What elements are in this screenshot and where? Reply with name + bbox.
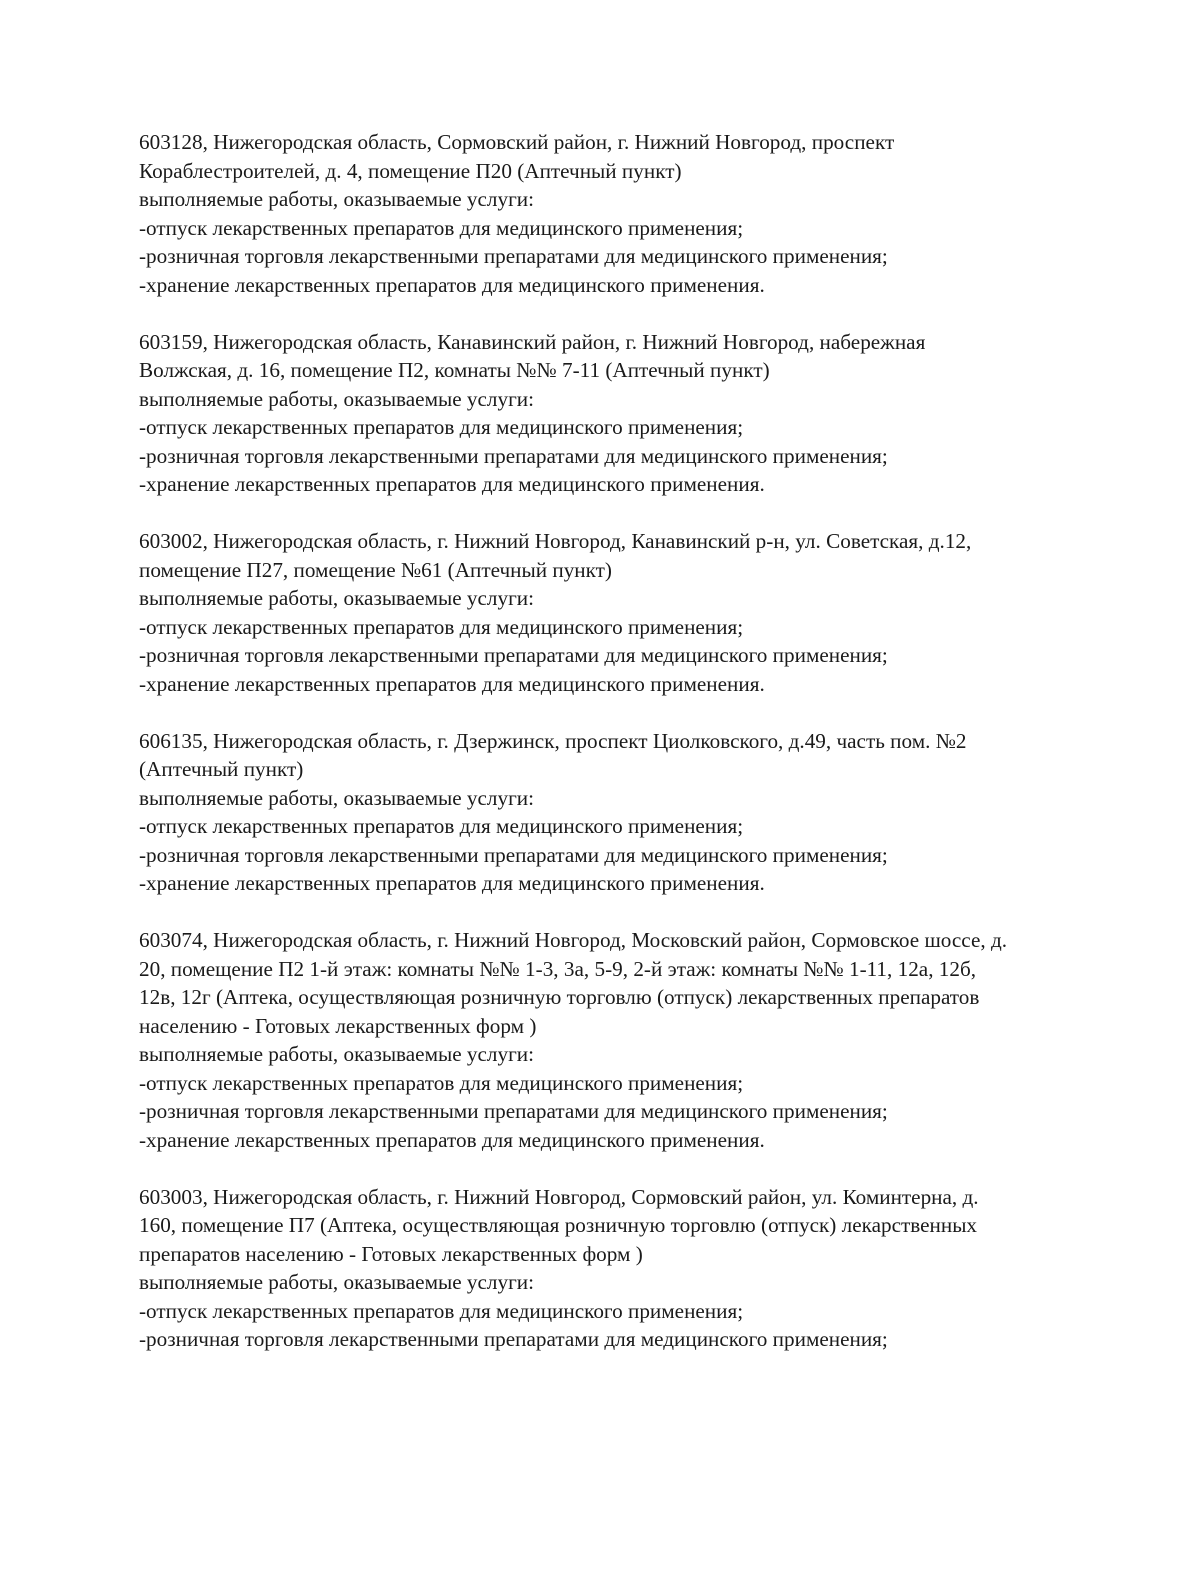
address-line: 603159, Нижегородская область, Канавинский район, г. Нижний Новгород, набережная bbox=[139, 329, 926, 354]
service-item: -розничная торговля лекарственными препаратами для медицинского применения; bbox=[139, 1099, 888, 1123]
service-item: -розничная торговля лекарственными препаратами для медицинского применения; bbox=[139, 1327, 888, 1351]
address-line: 20, помещение П2 1-й этаж: комнаты №№ 1-3, 3а, 5-9, 2-й этаж: комнаты №№ 1-11, 12а, 12б, bbox=[139, 956, 977, 981]
service-item: -отпуск лекарственных препаратов для медицинского применения; bbox=[139, 1298, 744, 1323]
service-item: -отпуск лекарственных препаратов для медицинского применения; bbox=[139, 1070, 744, 1095]
service-item: -хранение лекарственных препаратов для медицинского применения. bbox=[139, 671, 765, 696]
services-heading: выполняемые работы, оказываемые услуги: bbox=[139, 785, 535, 810]
services-heading: выполняемые работы, оказываемые услуги: bbox=[139, 386, 535, 411]
service-item: -розничная торговля лекарственными препаратами для медицинского применения; bbox=[139, 842, 888, 867]
address-entry bbox=[139, 527, 1129, 698]
address-line: 603128, Нижегородская область, Сормовский район, г. Нижний Новгород, проспект bbox=[139, 130, 895, 154]
service-item: -отпуск лекарственных препаратов для медицинского применения; bbox=[139, 614, 744, 639]
service-item: -отпуск лекарственных препаратов для медицинского применения; bbox=[139, 415, 744, 439]
address-line: 160, помещение П7 (Аптека, осуществляющая розничную торговлю (отпуск) лекарственных bbox=[139, 1213, 978, 1237]
address-line: 606135, Нижегородская область, г. Дзержинск, проспект Циолковского, д.49, часть пом. №2 bbox=[139, 728, 967, 753]
service-item: -розничная торговля лекарственными препаратами для медицинского применения; bbox=[139, 443, 888, 468]
service-item: -розничная торговля лекарственными препаратами для медицинского применения; bbox=[139, 643, 888, 667]
services-heading: выполняемые работы, оказываемые услуги: bbox=[139, 1270, 535, 1294]
address-line: 12в, 12г (Аптека, осуществляющая розничную торговлю (отпуск) лекарственных препаратов bbox=[139, 985, 980, 1009]
service-item: -хранение лекарственных препаратов для медицинского применения. bbox=[139, 472, 765, 496]
address-line: населению - Готовых лекарственных форм ) bbox=[139, 1013, 537, 1038]
address-line: 603002, Нижегородская область, г. Нижний Новгород, Канавинский р-н, ул. Советская, д.12, bbox=[139, 529, 972, 553]
address-line: препаратов населению - Готовых лекарственных форм ) bbox=[139, 1241, 643, 1266]
service-item: -отпуск лекарственных препаратов для медицинского применения; bbox=[139, 814, 744, 838]
address-line: помещение П27, помещение №61 (Аптечный пункт) bbox=[139, 557, 612, 582]
services-heading: выполняемые работы, оказываемые услуги: bbox=[139, 1042, 535, 1066]
address-entry bbox=[139, 926, 1129, 1154]
services-heading: выполняемые работы, оказываемые услуги: bbox=[139, 187, 535, 211]
service-item: -отпуск лекарственных препаратов для медицинского применения; bbox=[139, 215, 744, 240]
address-entry bbox=[139, 328, 1129, 499]
address-entry bbox=[139, 128, 1129, 299]
address-entry bbox=[139, 727, 1129, 898]
service-item: -хранение лекарственных препаратов для медицинского применения. bbox=[139, 1127, 765, 1152]
address-entry bbox=[139, 1183, 1129, 1354]
service-item: -хранение лекарственных препаратов для медицинского применения. bbox=[139, 871, 765, 895]
address-line: 603074, Нижегородская область, г. Нижний Новгород, Московский район, Сормовское шоссе, д. bbox=[139, 928, 1008, 952]
service-item: -розничная торговля лекарственными препаратами для медицинского применения; bbox=[139, 244, 888, 268]
address-line: (Аптечный пункт) bbox=[139, 757, 304, 781]
services-heading: выполняемые работы, оказываемые услуги: bbox=[139, 586, 535, 610]
address-line: 603003, Нижегородская область, г. Нижний Новгород, Сормовский район, ул. Коминтерна, д. bbox=[139, 1184, 979, 1209]
address-line: Кораблестроителей, д. 4, помещение П20 (Аптечный пункт) bbox=[139, 158, 682, 183]
address-line: Волжская, д. 16, помещение П2, комнаты №№ 7-11 (Аптечный пункт) bbox=[139, 358, 770, 382]
service-item: -хранение лекарственных препаратов для медицинского применения. bbox=[139, 272, 765, 297]
document-body bbox=[139, 128, 1129, 1382]
